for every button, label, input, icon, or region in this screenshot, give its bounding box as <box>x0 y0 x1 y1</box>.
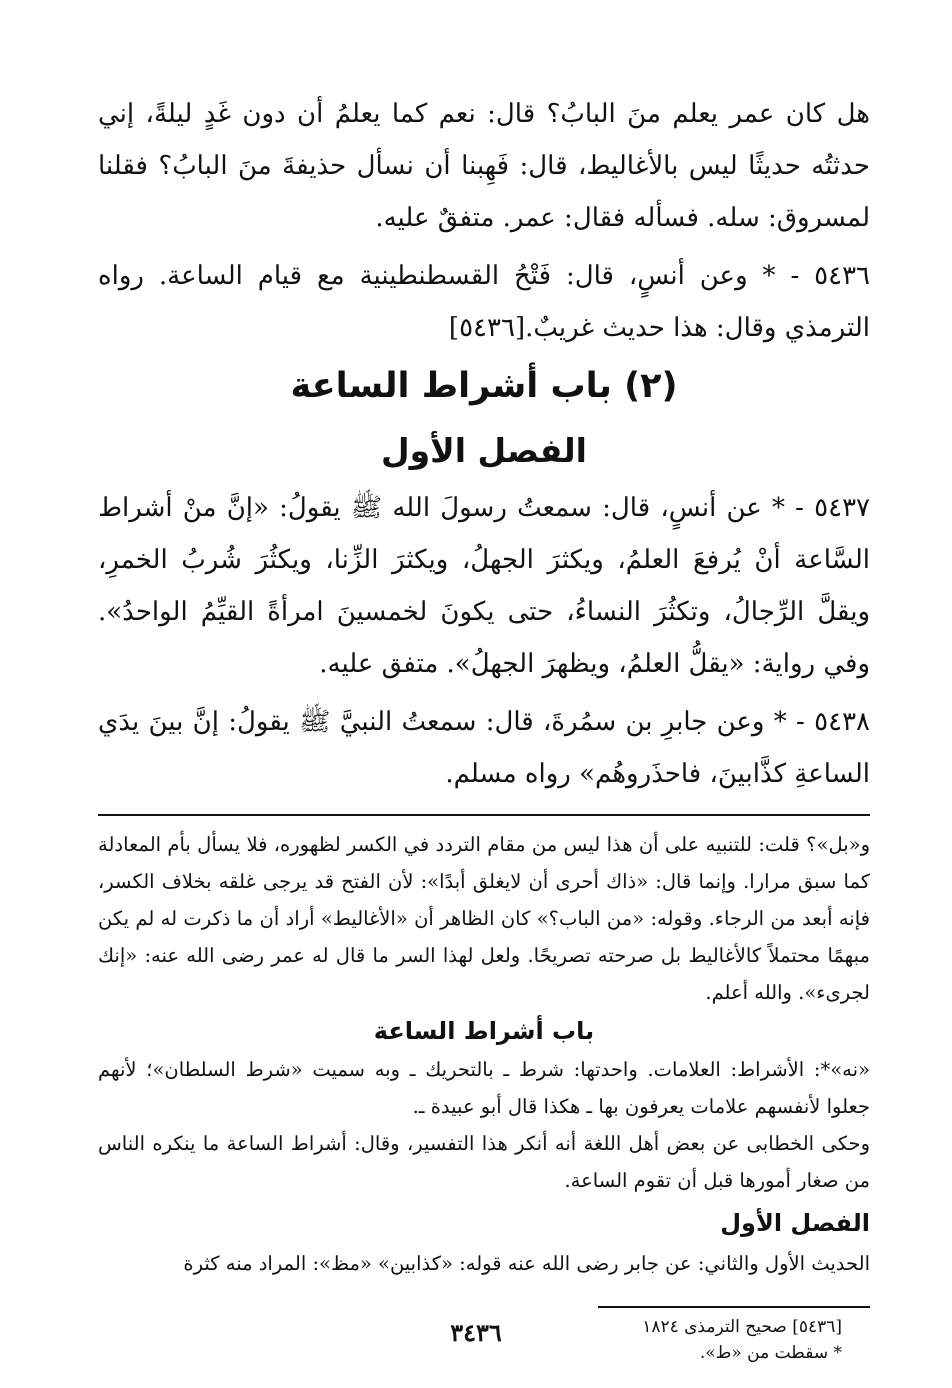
commentary-paragraph: «نه»*: الأشراط: العلامات. واحدتها: شرط ـ بالتحريك ـ وبه سميت «شرط السلطان»؛ لأنهم جعلوا لأنفسهم علامات يعرفون بها ـ هكذا قال أبو عبيدة ـ. <box>98 1058 870 1118</box>
footnote-item: [٥٤٣٦] صحيح الترمذى ١٨٢٤ <box>642 1317 842 1337</box>
chapter-title: (٢) باب أشراط الساعة <box>290 366 678 406</box>
footnote-item: * سقطت من «ط». <box>699 1343 842 1363</box>
commentary-section <box>98 826 870 1282</box>
hadith-5437: ٥٤٣٧ - * عن أنسٍ، قال: سمعتُ رسولَ الله ﷺ يقولُ: «إنَّ منْ أشراط السَّاعة أنْ يُرفعَ العلمُ، ويكثرَ الجهلُ، ويكثرَ الزِّنا، ويكثُرَ شُربُ الخمرِ، ويقلَّ الرِّجالُ، وتكثُرَ النساءُ، حتى يكونَ لخمسينَ امرأةً القيِّمُ الواحدُ». وفي رواية: «يقلُّ العلمُ، ويظهرَ الجهلُ». متفق عليه. <box>98 493 870 679</box>
hadith-5436: ٥٤٣٦ - * وعن أنسٍ، قال: فَتْحُ القسطنطينية مع قيام الساعة. رواه الترمذي وقال: هذا حديث غريبٌ.[٥٤٣٦] <box>98 261 870 343</box>
hadith-continuation-paragraph: هل كان عمر يعلم منَ البابُ؟ قال: نعم كما يعلمُ أن دون غَدٍ ليلةً، إني حدثتُه حديثًا ليس بالأغاليط، قال: فَهِبنا أن نسأل حذيفةَ منَ البابُ؟ فقلنا لمسروق: سله. فسأله فقال: عمر. متفقٌ عليه. <box>98 99 870 233</box>
commentary-paragraph: الحديث الأول والثاني: عن جابر رضى الله عنه قوله: «كذابين» «مظ»: المراد منه كثرة <box>183 1252 870 1275</box>
commentary-heading: باب أشراط الساعة <box>373 1017 595 1045</box>
commentary-paragraph: و«بل»؟ قلت: للتنبيه على أن هذا ليس من مقام التردد في الكسر لظهوره، فلا يسأل بأم المعادلة كما سبق مرارا. وإنما قال: «ذاك أحرى أن لايغلق أبدًا»: لأن الفتح قد يرجى غلقه بخلاف الكسر، فإنه أبعد من الرجاء. وقوله: «من الباب؟» كان الظاهر أن «الأغاليط» أراد أن ما ذكرت له لم يكن مبهمًا محتملاً كالأغاليط بل صرحته تصريحًا. ولعل لهذا السر ما قال له عمر رضى الله عنه: «إنك لجرىء». والله أعلم. <box>98 833 870 1004</box>
commentary-subheading: الفصل الأول <box>720 1209 870 1237</box>
section-title: الفصل الأول <box>381 431 587 470</box>
hadith-5438: ٥٤٣٨ - * وعن جابرِ بن سمُرةَ، قال: سمعتُ النبيَّ ﷺ يقولُ: إنَّ بينَ يدَي الساعةِ كذَّابينَ، فاحذَروهُم» رواه مسلم. <box>98 707 870 789</box>
page-number: ٣٤٣٦ <box>450 1318 502 1347</box>
commentary-paragraph: وحكى الخطابى عن بعض أهل اللغة أنه أنكر هذا التفسير، وقال: أشراط الساعة ما ينكره الناس من صغار أمورها قبل أن تقوم الساعة. <box>98 1132 870 1192</box>
footnote-divider <box>598 1306 870 1308</box>
commentary-divider <box>98 814 870 816</box>
